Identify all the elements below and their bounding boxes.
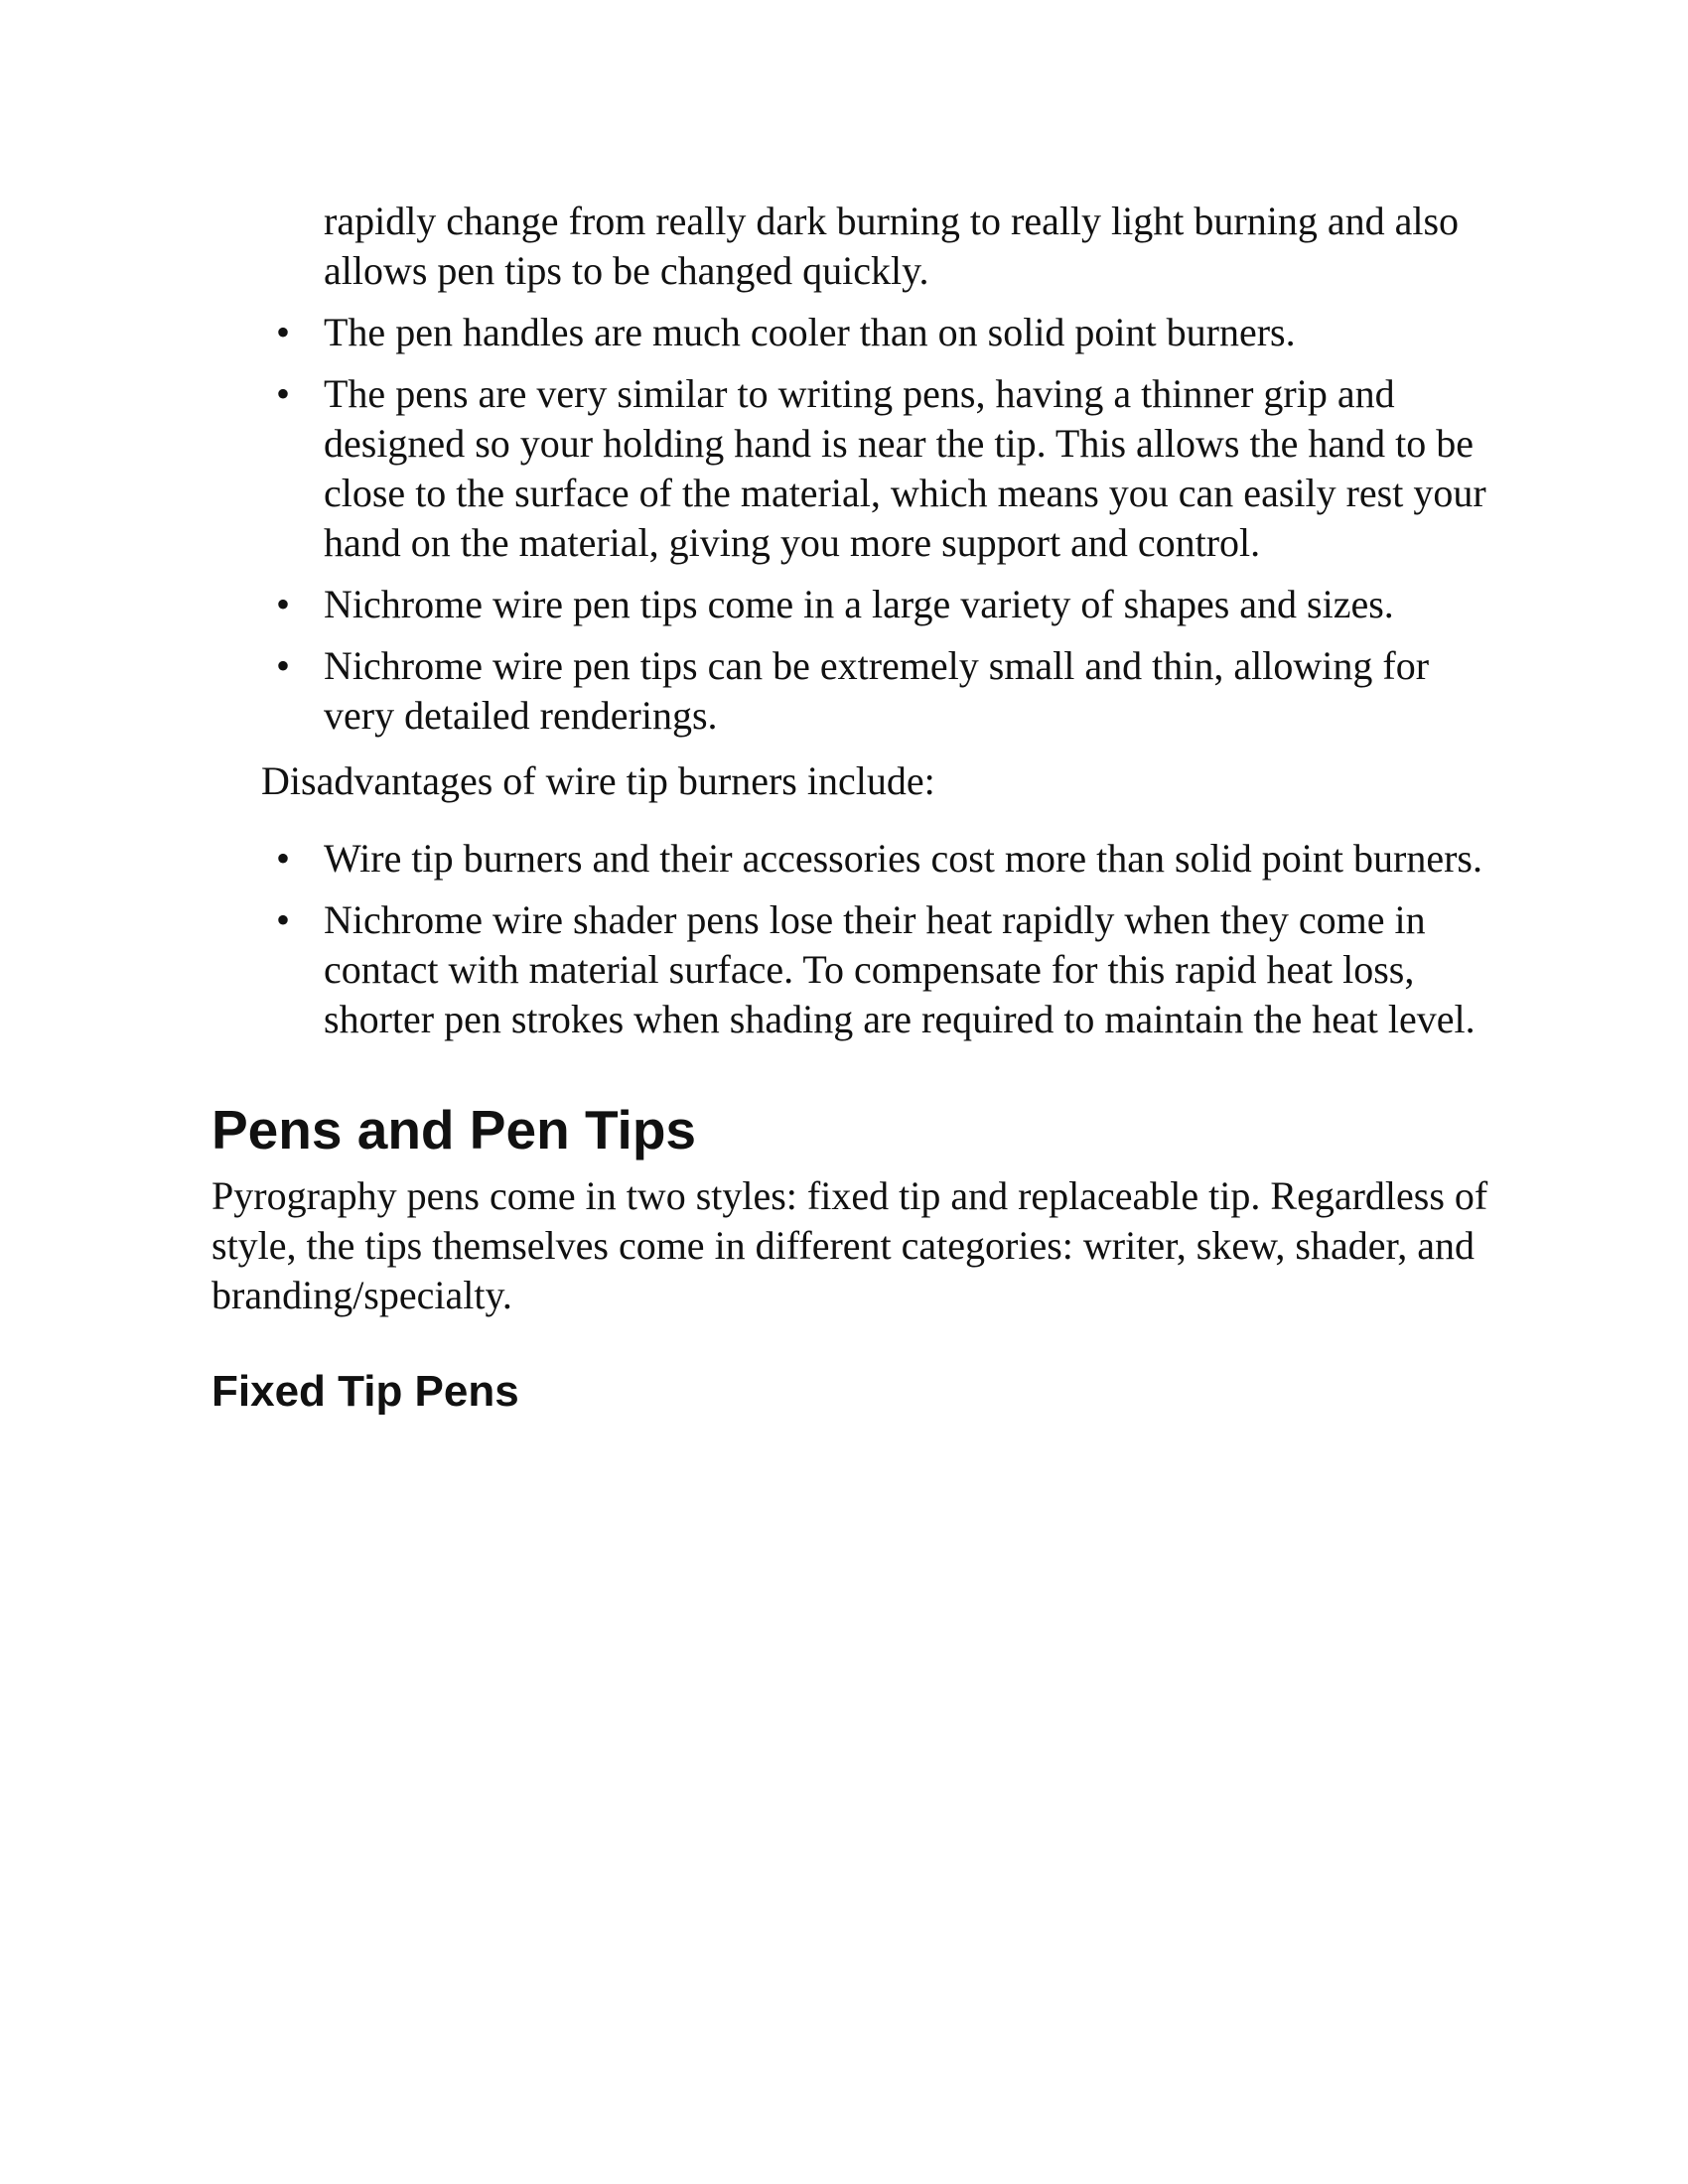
list-item [211, 308, 1502, 357]
list-item-text: Wire tip burners and their accessories cost more than solid point burners. [324, 836, 1482, 881]
section-paragraph: Pyrography pens come in two styles: fixed tip and replaceable tip. Regardless of style, the tips themselves come in different categories: writer, skew, shader, and branding/specialty. [211, 1173, 1488, 1317]
bullet-icon: • [276, 836, 291, 881]
list-item [211, 895, 1502, 1044]
list-item [211, 580, 1502, 629]
continuation-text: rapidly change from really dark burning to really light burning and also allows pen tips to be changed quickly. [324, 199, 1460, 293]
list-item-text: The pens are very similar to writing pens, having a thinner grip and designed so your holding hand is near the tip. This allows the hand to be close to the surface of the material, which means you can easily rest your hand on the material, giving you more support and control. [324, 371, 1486, 565]
list-item [211, 834, 1502, 884]
bullet-icon: • [276, 897, 291, 942]
list-item [211, 369, 1502, 568]
list-item-text: The pen handles are much cooler than on solid point burners. [324, 310, 1296, 354]
disadvantages-list [211, 834, 1502, 1044]
bullet-icon: • [276, 643, 291, 688]
list-item-text: Nichrome wire pen tips can be extremely small and thin, allowing for very detailed renderings. [324, 643, 1430, 738]
section-heading: Pens and Pen Tips [211, 1099, 697, 1160]
list-item [211, 641, 1502, 741]
subsection-heading: Fixed Tip Pens [211, 1367, 519, 1416]
bullet-icon: • [276, 371, 291, 416]
bullet-icon: • [276, 582, 291, 626]
list-item-text: Nichrome wire shader pens lose their heat rapidly when they come in contact with material surface. To compensate for this rapid heat loss, shorter pen strokes when shading are required to maintain the heat level. [324, 897, 1476, 1041]
disadvantages-intro: Disadvantages of wire tip burners include: [261, 758, 935, 803]
advantages-list [211, 308, 1502, 741]
bullet-icon: • [276, 310, 291, 354]
list-item-text: Nichrome wire pen tips come in a large variety of shapes and sizes. [324, 582, 1394, 626]
document-page [211, 197, 1502, 1418]
